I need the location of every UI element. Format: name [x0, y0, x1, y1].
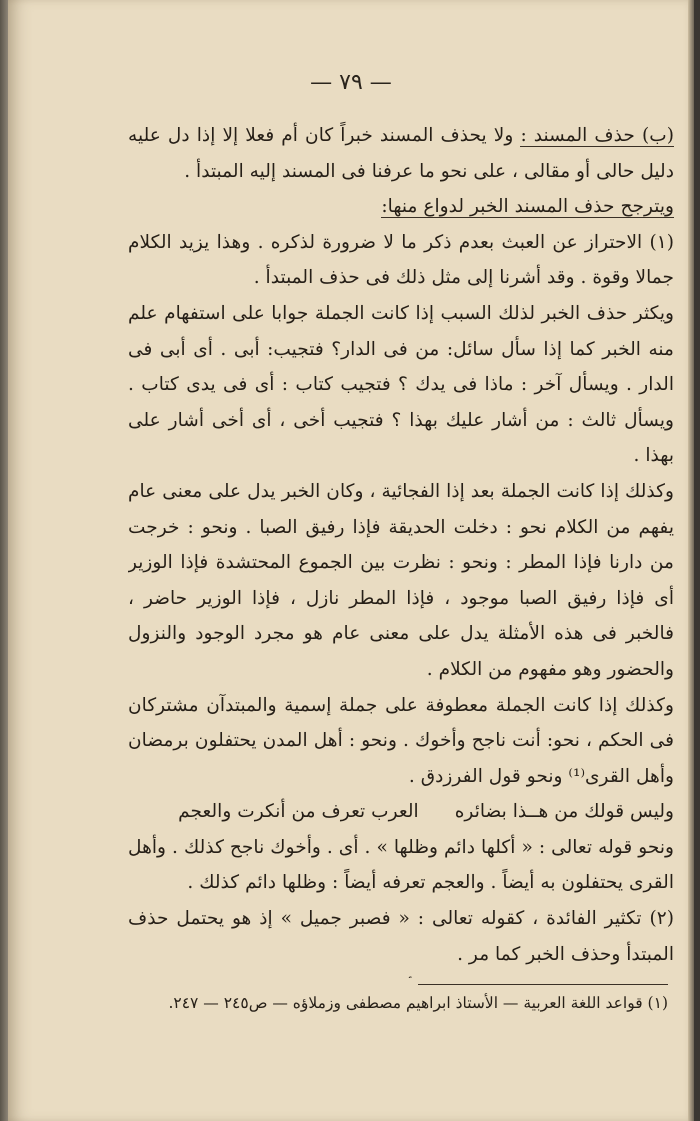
- poem-hemistich-left: العرب تعرف من أنكرت والعجم: [178, 801, 419, 823]
- reasons-heading-text: ويترجح حذف المسند الخبر لدواع منها:: [381, 196, 674, 218]
- paragraph-surprise-idha: وكذلك إذا كانت الجملة بعد إذا الفجائية ، وكان الخبر يدل على معنى عام يفهم من الكلام نحو : دخلت الحديقة فإذا رفيق الصبا . ونحو : خرجت من دارنا فإذا المطر : ونحو : نظرت بين الجموع المحتشدة فإذا الوزير أى فإذا رفيق الصبا موجود ، فإذا المطر نازل ، فإذا الوزير حاضر ، فالخبر فى هذه الأمثلة يدل على معنى عام هو مجرد الوجود والنزول والحضور وهو مفهوم من الكلام .: [128, 480, 674, 680]
- book-page: [8, 0, 694, 1121]
- paragraph-reason-2: (٢) تكثير الفائدة ، كقوله تعالى : « فصبر جميل » إذ هو يحتمل حذف المبتدأ وحذف الخبر كما مر .: [128, 908, 674, 965]
- page-body: [128, 118, 674, 978]
- reasons-heading: [128, 189, 674, 225]
- paragraph-quran-example: ونحو قوله تعالى : « أكلها دائم وظلها » . أى . وأخوك ناجح كذلك . وأهل القرى يحتفلون به أيضاً . والعجم تعرفه أيضاً : وظلها دائم كذلك .: [128, 836, 674, 894]
- paragraph-reason-1: (١) الاحتراز عن العبث بعدم ذكر ما لا ضرورة لذكره . وهذا يزيد الكلام جمالا وقوة . وقد أشرنا إلى مثل ذلك فى حذف المبتدأ .: [128, 231, 674, 289]
- page-number: — ٧٩ —: [310, 70, 392, 95]
- footnote-divider: [418, 984, 668, 985]
- section-heading: (ب) حذف المسند :: [520, 125, 674, 146]
- paragraph-verb-deletion: [128, 972, 674, 978]
- section-intro-text: ولا يحذف المسند خبراً كان أم فعلا إلا إذا دل عليه دليل حالى أو مقالى ، على نحو ما عرفنا فى المسند إليه المبتدأ .: [128, 125, 674, 182]
- paragraph-question-answer: ويكثر حذف الخبر لذلك السبب إذا كانت الجملة جوابا على استفهام علم منه الخبر كما إذا سأل سائل: من فى الدار؟ فتجيب: أبى . أى أبى فى الدار . ويسأل آخر : ماذا فى يدك ؟ فتجيب كتاب : أى فى يدى كتاب . ويسأل ثالث : من أشار عليك بهذا ؟ فتجيب أخى ، أى أخى أشار على بهذا .: [128, 302, 674, 467]
- poem-hemistich-right: وليس قولك من هــذا بضائره: [454, 801, 674, 823]
- poem-verse: [128, 794, 674, 830]
- book-binding-edge: [0, 0, 8, 1121]
- footnote: (١) قواعد اللغة العربية — الأستاذ ابراهيم مصطفى وزملاؤه — ص٢٤٥ — ٢٤٧.: [168, 994, 668, 1012]
- page-edge: [688, 0, 694, 1121]
- paragraph-musnad-deletion: [128, 118, 674, 189]
- paragraph-conjunction: وكذلك إذا كانت الجملة معطوفة على جملة إسمية والمبتدآن مشتركان فى الحكم ، نحو: أنت ناجح وأخوك . ونحو : أهل المدن يحتفلون برمضان وأهل القرى⁽¹⁾ ونحو قول الفرزدق .: [128, 694, 674, 787]
